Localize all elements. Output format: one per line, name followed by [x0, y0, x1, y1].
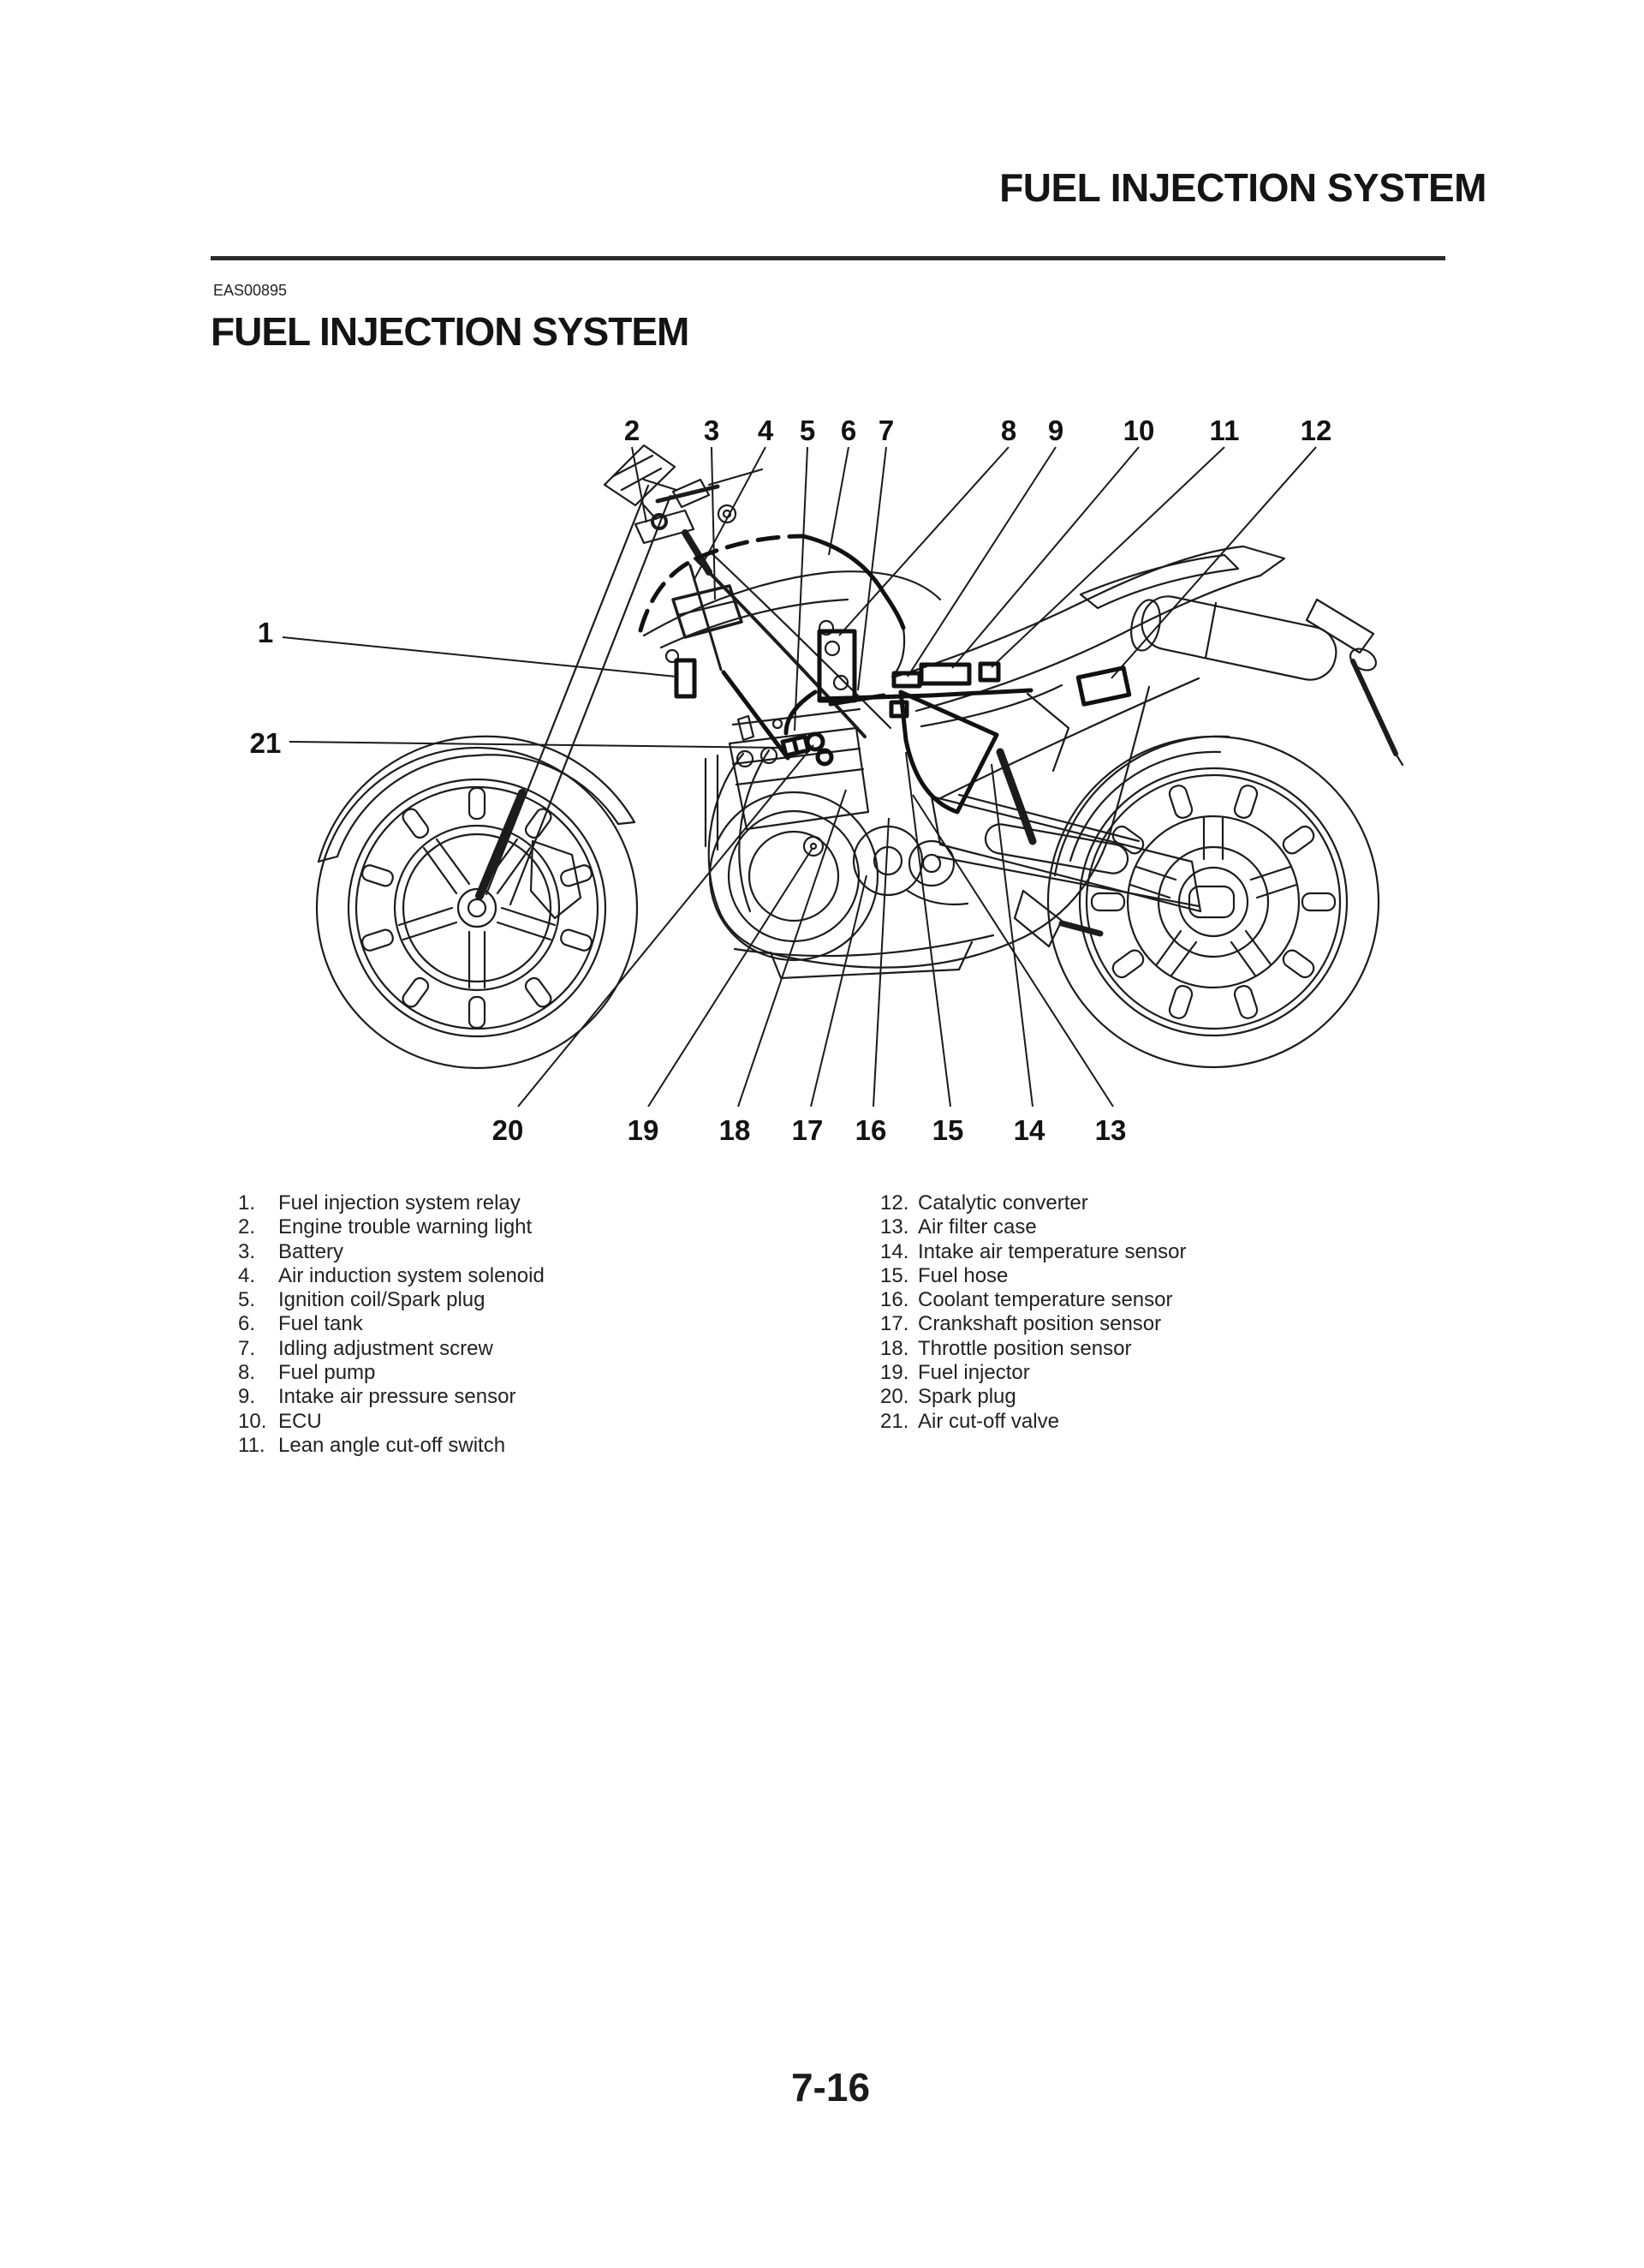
eas-code: EAS00895 — [213, 282, 288, 299]
legend-item: 18. Throttle position sensor — [880, 1336, 1132, 1360]
callout-19: 19 — [627, 1114, 659, 1146]
running-header: FUEL INJECTION SYSTEM — [999, 165, 1486, 210]
legend-item: 12. Catalytic converter — [880, 1191, 1088, 1215]
legend-item: 16. Coolant temperature sensor — [880, 1288, 1173, 1312]
legend-item: 10. ECU — [238, 1409, 322, 1433]
callout-11: 11 — [1209, 415, 1240, 446]
legend-column-left — [238, 1191, 769, 1458]
callout-16: 16 — [855, 1114, 887, 1146]
callout-18: 18 — [718, 1114, 751, 1146]
callout-5: 5 — [799, 415, 816, 446]
callout-10: 10 — [1123, 415, 1155, 446]
legend-item: 14. Intake air temperature sensor — [880, 1239, 1187, 1263]
legend-column-right — [880, 1191, 1411, 1434]
legend-item: 1. Fuel injection system relay — [238, 1191, 521, 1215]
callout-9: 9 — [1047, 415, 1064, 446]
callout-8: 8 — [1000, 415, 1017, 446]
callout-1: 1 — [257, 617, 274, 648]
marker-relay — [676, 660, 694, 696]
legend-item: 13. Air filter case — [880, 1215, 1037, 1239]
legend-item: 20. Spark plug — [880, 1385, 1016, 1409]
callout-17: 17 — [791, 1114, 824, 1146]
callout-12: 12 — [1300, 415, 1332, 446]
callout-13: 13 — [1094, 1114, 1127, 1146]
marker-ecu — [921, 665, 969, 683]
marker-lean-angle-switch — [980, 664, 998, 680]
legend-item: 3. Battery — [238, 1239, 344, 1263]
callout-14: 14 — [1013, 1114, 1045, 1146]
legend-item: 17. Crankshaft position sensor — [880, 1312, 1162, 1336]
callout-15: 15 — [932, 1114, 964, 1146]
callout-2: 2 — [623, 415, 640, 446]
legend-item: 9. Intake air pressure sensor — [238, 1385, 516, 1409]
marker-catalytic-converter — [1078, 668, 1129, 705]
callout-3: 3 — [703, 415, 720, 446]
legend-item: 11. Lean angle cut-off switch — [238, 1433, 506, 1457]
motorcycle-line-art — [317, 445, 1403, 1068]
callout-7: 7 — [878, 415, 895, 446]
marker-fuel-pump — [819, 631, 855, 701]
callout-21: 21 — [249, 727, 282, 759]
page-title: FUEL INJECTION SYSTEM — [211, 309, 689, 354]
page-number: 7-16 — [790, 2065, 871, 2110]
callout-4: 4 — [757, 415, 774, 446]
legend-item: 7. Idling adjustment screw — [238, 1336, 493, 1360]
legend-item: 21. Air cut-off valve — [880, 1409, 1059, 1433]
legend-item: 4. Air induction system solenoid — [238, 1263, 545, 1287]
marker-intake-air-pressure-sensor — [894, 673, 920, 686]
legend-item: 2. Engine trouble warning light — [238, 1215, 533, 1239]
legend-item: 5. Ignition coil/Spark plug — [238, 1288, 485, 1312]
callout-numbers — [250, 415, 1332, 1146]
legend-item: 8. Fuel pump — [238, 1361, 376, 1385]
legend-item: 15. Fuel hose — [880, 1263, 1009, 1287]
legend-item: 19. Fuel injector — [880, 1361, 1030, 1385]
callout-6: 6 — [840, 415, 857, 446]
callout-20: 20 — [491, 1114, 524, 1146]
legend-item: 6. Fuel tank — [238, 1312, 363, 1336]
